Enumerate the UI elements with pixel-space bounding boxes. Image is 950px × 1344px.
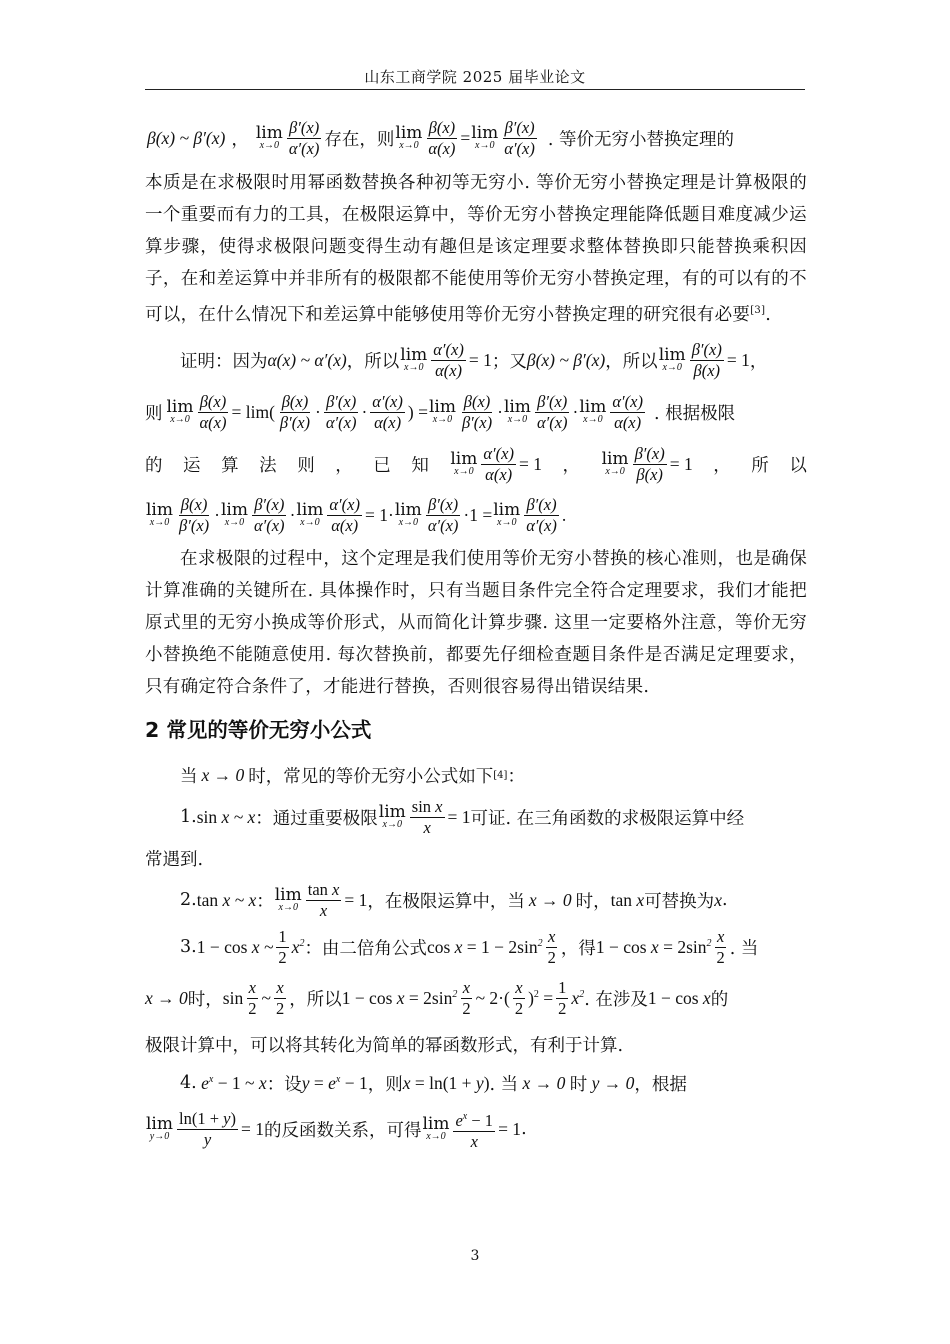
proof-line-2: 则 lim x→0 $\frac{\beta(x)}{\alpha(x)}$ = lim( $\frac{\beta(x)}{\beta'(x)}$ · $\frac{\beta'(x)}{\alpha'(x)}$ · $\frac{\alpha'(x)}{\alpha(x)}$ ) = lim x→0 $\frac{\beta(x)}{\beta'(x)}$ · lim x→0 $\frac{\beta'(x)}{\alpha'(x)}$ · lim x→0 $\frac{\alpha'(x)}{\alpha(x)}$ . 根据极限: [145, 391, 736, 432]
formula-item-1-cont: 常遇到.: [145, 849, 204, 870]
formula-item-4-line-2: lim y→0 $\frac{\ln(1 + y)}{y}$ = 1 的反函数关系，可得 lim x→0 $\frac{e^x - 1}{x}$ = 1 .: [146, 1108, 527, 1151]
text-so2: ，所以: [605, 351, 658, 372]
formula-item-2: 2. tan x ~ x ： lim x→0 $\frac{\text{tan x}}{x}$ = 1 ，在极限运算中，当 x → 0 时， tan x 可替换为 x .: [180, 879, 728, 920]
text-tail: . 等价无穷小替换定理的: [547, 129, 734, 150]
proof-line-4: lim x→0 $\frac{\beta(x)}{\beta'(x)}$ · lim x→0 $\frac{\beta'(x)}{\alpha'(x)}$ · lim x→0 $\frac{\alpha'(x)}{\alpha(x)}$ = 1· lim x→0 $\frac{\beta'(x)}{\alpha'(x)}$ ·1 = lim x→0 $\frac{\beta'(x)}{\alpha'(x)}$ .: [146, 494, 567, 535]
theorem-formula-line: β(x) ~ β′(x) ， lim x→0 $\frac{\beta'(x)}{\alpha'(x)}$ 存在，则 lim x→0 $\frac{\beta(x)}{\alpha(x)}$ = lim x→0 $\frac{\beta'(x)}{\alpha'(x)}$ . 等价无穷小替换定理的: [147, 117, 734, 158]
page-number: 3: [470, 1248, 480, 1264]
limit-op: lim x→0: [395, 122, 423, 151]
proof-line-3: 的 运 算 法 则 ， 已 知 lim x→0 $\frac{\alpha'(x)}{\alpha(x)}$ = 1 ， lim x→0 $\frac{\beta'(x)}{\beta(x)}$ = 1 ， 所 以: [145, 443, 807, 484]
limit-op: lim x→0: [471, 122, 499, 151]
proof-line-1: 证明：因为 α(x) ~ α′(x) ，所以 lim x→0 $\frac{\alpha'(x)}{\alpha(x)}$ = 1 ；又 β(x) ~ β′(x) ，所以 lim x→0 $\frac{\beta'(x)}{\beta(x)}$ = 1 ，: [180, 339, 768, 380]
intro-text: 本质是在求极限时用幂函数替换各种初等无穷小. 等价无穷小替换定理是计算极限的一个重要而有力的工具，在极限运算中，等价无穷小替换定理能降低题目难度减少运算步骤，使得求极限问题变得生动有趣但是该定理要求整体替换即只能替换乘积因子，在和差运算中并非所有的极限都不能使用等价无穷小替换定理，有的可以有的不可以，在什么情况下和差运算中能够使用等价无穷小替换定理的研究很有必要: [145, 173, 807, 325]
citation: [3]: [750, 305, 766, 316]
proof-lead: 证明：因为: [180, 351, 268, 372]
page-body: [145, 113, 807, 1155]
list-intro: 当 x → 0 时，常见的等价无穷小公式如下 [4] ：: [180, 764, 525, 787]
formula-item-3: 3. 1 − cos x ~ $\frac{1}{2}$ $x^2$ ：由二倍角公式 $\cos x = 1 - 2\sin^2$ $\frac{x}{2}$ ，得 $1 - \cos x = 2\sin^2$ $\frac{x}{2}$ . 当: [180, 926, 759, 967]
fraction: $\frac{\beta'(x)}{\alpha'(x)}$: [504, 117, 535, 158]
formula-item-3-line-2: x → 0 时， sin $\frac{x}{2}$ ~ $\frac{x}{2}$ ，所以 $1 - \cos x = 2\sin^2$ $\frac{x}{2}$ ~ 2·( $\frac{x}{2}$ )$^2$ = $\frac{1}{2}$ $x^2$ . 在涉及 1 − cos x 的: [145, 977, 729, 1018]
text-then: 则: [145, 403, 163, 424]
text-exists: 存在，则: [324, 129, 395, 150]
formula-item-3-cont: 极限计算中，可以将其转化为简单的幂函数形式，有利于计算.: [145, 1035, 624, 1056]
paragraph-core-rule: 在求极限的过程中，这个定理是我们使用等价无穷小替换的核心准则，也是确保计算准确的关键所在. 具体操作时，只有当题目条件完全符合定理要求，我们才能把原式里的无穷小换成等价形式，从而简化计算步骤. 这里一定要格外注意，等价无穷小替换绝不能随意使用. 每次替换前，都要先仔细检查题目条件是否满足定理要求，只有确定符合条件了，才能进行替换，否则很容易得出错误结果.: [145, 549, 807, 697]
text-again: ；又: [491, 351, 527, 372]
text-rule: . 根据极限: [653, 403, 736, 424]
formula: β(x) ~ β′(x): [147, 127, 226, 148]
fraction: $\frac{\beta'(x)}{\alpha'(x)}$: [288, 117, 320, 158]
intro-paragraph: [145, 167, 807, 331]
formula-item-1: 1. sin x ~ x ：通过重要极限 lim x→0 $\frac{\text{sin x}}{x}$ = 1 可证. 在三角函数的求极限运算中经: [180, 796, 745, 837]
header-rule: [145, 89, 805, 90]
fraction: $\frac{\beta(x)}{\alpha(x)}$: [428, 117, 456, 158]
citation: [4]: [493, 769, 508, 781]
running-header: 山东工商学院 2025 届毕业论文: [364, 68, 586, 86]
limit-op: lim x→0: [255, 122, 283, 151]
intro-end: .: [765, 305, 772, 325]
text-so: ，所以: [346, 351, 400, 372]
section-heading: 2 常见的等价无穷小公式: [145, 718, 372, 742]
formula-item-4: 4. $e^x - 1$ ~ x ：设 $y = e^x - 1$ ，则 x = ln(1 + y) . 当 x → 0 时 y → 0 ，根据: [180, 1072, 687, 1095]
